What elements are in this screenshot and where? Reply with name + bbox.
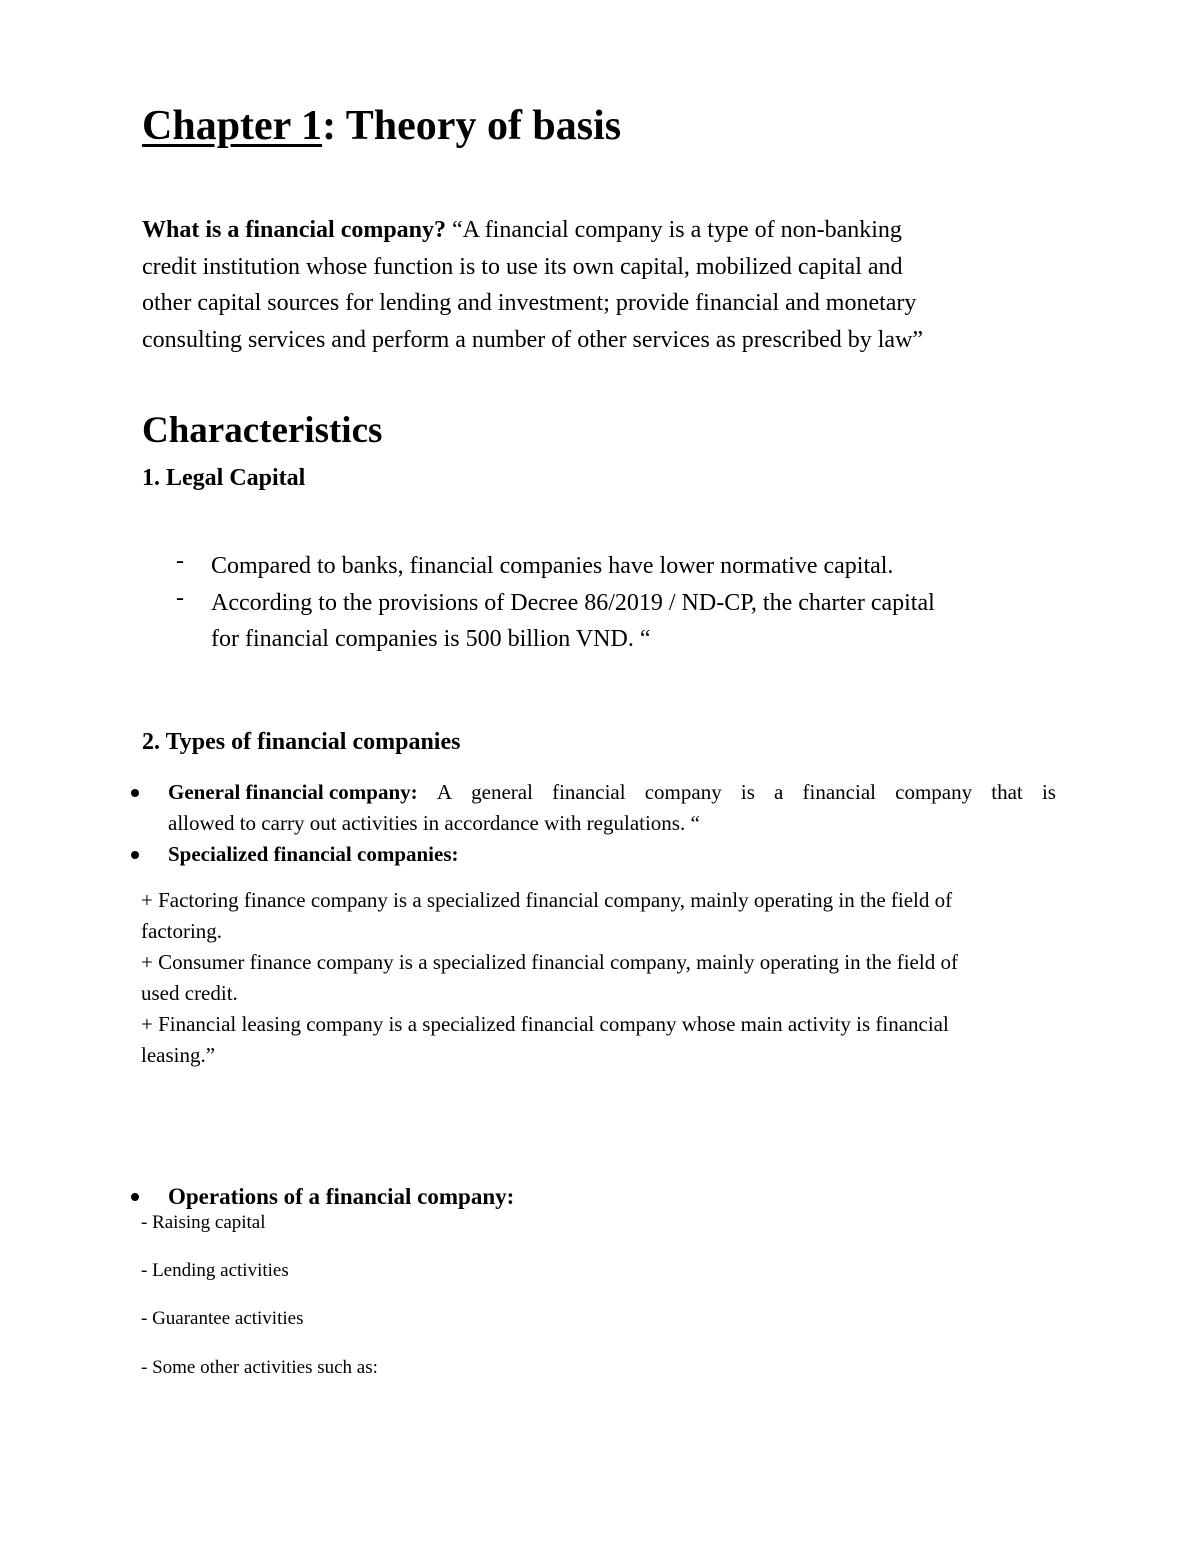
specialized-line: + Factoring finance company is a specialized financial company, mainly operating in the field of	[141, 888, 953, 912]
specialized-companies-list	[141, 885, 958, 1071]
operations-item: - Guarantee activities	[141, 1308, 304, 1329]
general-company-label: General financial company:	[168, 780, 418, 804]
word: financial	[802, 780, 876, 804]
types-heading: 2. Types of financial companies	[142, 729, 461, 755]
dash-marker: -	[176, 585, 184, 611]
list-item: According to the provisions of Decree 86/2019 / ND-CP, the charter capital	[211, 590, 935, 616]
intro-line: consulting services and perform a number of other services as prescribed by law”	[142, 326, 924, 353]
general-company-item	[168, 777, 1056, 839]
chapter-title	[142, 100, 621, 152]
bullet-icon	[131, 851, 139, 859]
intro-question: What is a financial company?	[142, 217, 447, 243]
specialized-line: + Consumer finance company is a specialized financial company, mainly operating in the field of	[141, 950, 958, 974]
chapter-number: Chapter 1	[142, 103, 323, 149]
word: is	[1041, 780, 1056, 804]
word: company	[644, 780, 722, 804]
operations-item: - Some other activities such as:	[141, 1357, 378, 1378]
operations-heading: Operations of a financial company:	[168, 1184, 515, 1209]
word: a	[774, 780, 784, 804]
specialized-line: + Financial leasing company is a specialized financial company whose main activity is financial	[141, 1012, 949, 1036]
operations-item: - Raising capital	[141, 1212, 266, 1233]
chapter-title-text: : Theory of basis	[322, 103, 622, 149]
specialized-line: leasing.”	[141, 1043, 216, 1067]
word: financial	[552, 780, 626, 804]
word: general	[471, 780, 533, 804]
general-company-line	[168, 777, 1056, 808]
word: company	[895, 780, 973, 804]
intro-line: other capital sources for lending and investment; provide financial and monetary	[142, 290, 917, 316]
word: is	[740, 780, 755, 804]
operations-item: - Lending activities	[141, 1260, 289, 1281]
characteristics-heading: Characteristics	[142, 410, 383, 451]
list-item: Compared to banks, financial companies have lower normative capital.	[211, 553, 894, 579]
word: A	[436, 780, 452, 804]
intro-paragraph	[142, 212, 1062, 358]
specialized-line: factoring.	[141, 919, 223, 943]
bullet-icon	[131, 789, 139, 797]
dash-marker: -	[176, 548, 184, 574]
intro-line: credit institution whose function is to use its own capital, mobilized capital and	[142, 253, 903, 280]
specialized-companies-label: Specialized financial companies:	[168, 842, 459, 866]
legal-capital-heading: 1. Legal Capital	[142, 465, 306, 491]
general-company-line2: allowed to carry out activities in accordance with regulations. “	[168, 811, 700, 835]
intro-line: “A financial company is a type of non-banking	[446, 217, 902, 243]
list-item-continued: for financial companies is 500 billion VND. “	[211, 626, 651, 652]
word: that	[991, 780, 1023, 804]
bullet-icon	[131, 1193, 139, 1201]
specialized-line: used credit.	[141, 981, 238, 1005]
